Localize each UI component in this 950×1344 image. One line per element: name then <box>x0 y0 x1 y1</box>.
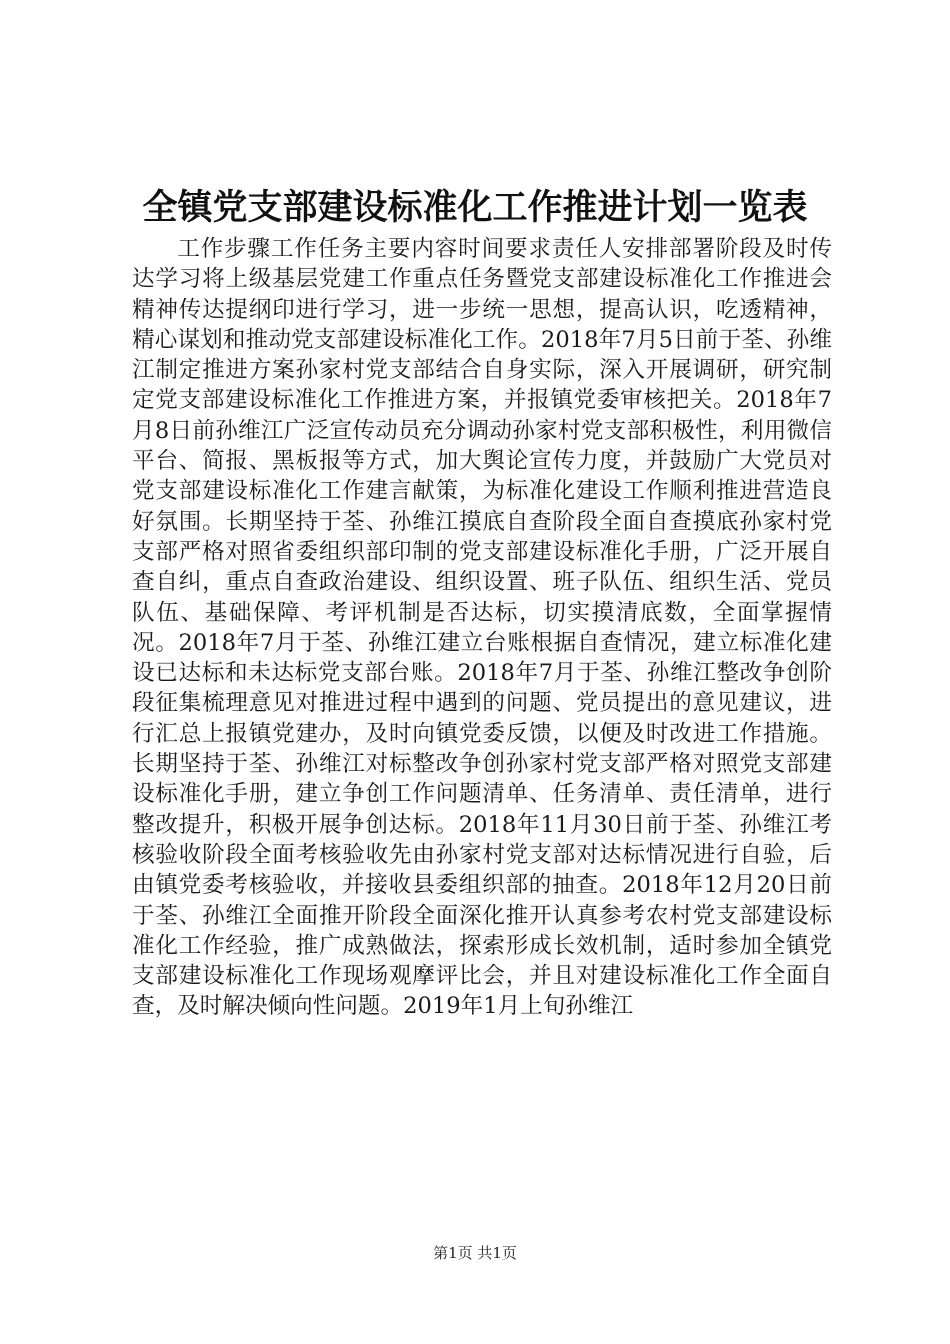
document-body: 工作步骤工作任务主要内容时间要求责任人安排部署阶段及时传达学习将上级基层党建工作重点任务暨党支部建设标准化工作推进会精神传达提纲印进行学习，进一步统一思想，提高认识，吃透精神，精心谋划和推动党支部建设标准化工作。2018年7月5日前于荃、孙维江制定推进方案孙家村党支部结合自身实际，深入开展调研，研究制定党支部建设标准化工作推进方案，并报镇党委审核把关。2018年7月8日前孙维江广泛宣传动员充分调动孙家村党支部积极性，利用微信平台、简报、黑板报等方式，加大舆论宣传力度，并鼓励广大党员对党支部建设标准化工作建言献策，为标准化建设工作顺利推进营造良好氛围。长期坚持于荃、孙维江摸底自查阶段全面自查摸底孙家村党支部严格对照省委组织部印制的党支部建设标准化手册，广泛开展自查自纠，重点自查政治建设、组织设置、班子队伍、组织生活、党员队伍、基础保障、考评机制是否达标，切实摸清底数，全面掌握情况。2018年7月于荃、孙维江建立台账根据自查情况，建立标准化建设已达标和未达标党支部台账。2018年7月于荃、孙维江整改争创阶段征集梳理意见对推进过程中遇到的问题、党员提出的意见建议，进行汇总上报镇党建办，及时向镇党委反馈，以便及时改进工作措施。长期坚持于荃、孙维江对标整改争创孙家村党支部严格对照党支部建设标准化手册，建立争创工作问题清单、任务清单、责任清单，进行整改提升，积极开展争创达标。2018年11月30日前于荃、孙维江考核验收阶段全面考核验收先由孙家村党支部对达标情况进行自验，后由镇党委考核验收，并接收县委组织部的抽查。2018年12月20日前于荃、孙维江全面推开阶段全面深化推开认真参考农村党支部建设标准化工作经验，推广成熟做法，探索形成长效机制，适时参加全镇党支部建设标准化工作现场观摩评比会，并且对建设标准化工作全面自查，及时解决倾向性问题。2019年1月上旬孙维江 <box>132 236 832 1020</box>
page-footer: 第1页 共1页 <box>433 1244 517 1262</box>
document-title: 全镇党支部建设标准化工作推进计划一览表 <box>142 187 808 228</box>
